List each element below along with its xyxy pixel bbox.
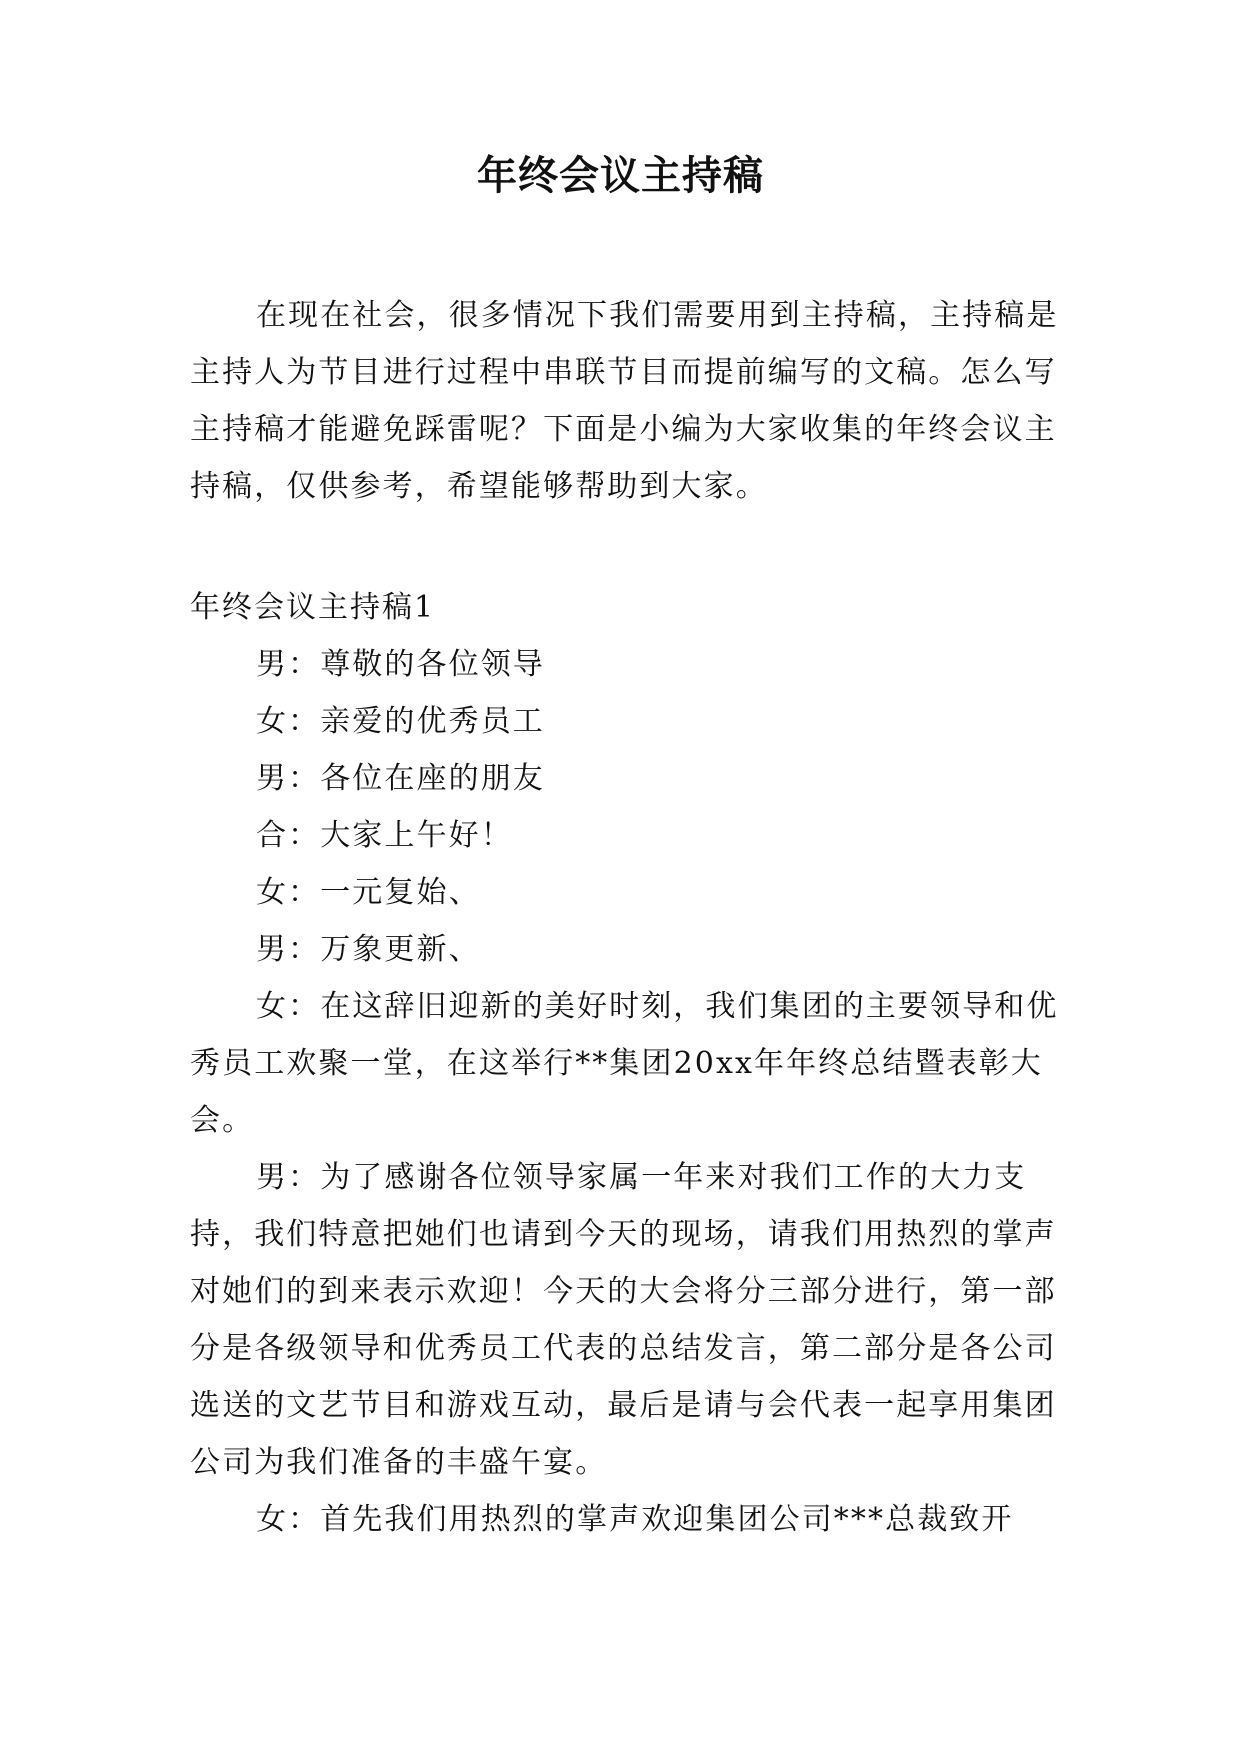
section-heading: 年终会议主持稿1 [190,590,436,625]
section-1 [190,579,1060,1548]
dialogue-paragraph: 女：首先我们用热烈的掌声欢迎集团公司***总裁致开 [256,1502,1014,1537]
dialogue-line: 女：一元复始、 [256,875,481,910]
document-title: 年终会议主持稿 [477,152,764,199]
dialogue-line: 男：各位在座的朋友 [256,761,545,796]
dialogue-paragraph: 男：为了感谢各位领导家属一年来对我们工作的大力支持，我们特意把她们也请到今天的现场，请我们用热烈的掌声对她们的到来表示欢迎！今天的大会将分三部分进行，第一部分是各级领导和优秀员工代表的总结发言，第二部分是各公司选送的文艺节目和游戏互动，最后是请与会代表一起享用集团公司为我们准备的丰盛午宴。 [190,1160,1057,1480]
dialogue-line: 合：大家上午好！ [256,818,513,853]
dialogue-line: 男：万象更新、 [256,932,481,967]
dialogue-line: 女：亲爱的优秀员工 [256,704,545,739]
dialogue-paragraph: 女：在这辞旧迎新的美好时刻，我们集团的主要领导和优秀员工欢聚一堂，在这举行**集团20xx年年终总结暨表彰大会。 [190,989,1059,1138]
intro-paragraph: 在现在社会，很多情况下我们需要用到主持稿，主持稿是主持人为节目进行过程中串联节目而提前编写的文稿。怎么写主持稿才能避免踩雷呢？下面是小编为大家收集的年终会议主持稿，仅供参考，希望能够帮助到大家。 [190,298,1059,504]
dialogue-line: 男：尊敬的各位领导 [256,647,545,682]
